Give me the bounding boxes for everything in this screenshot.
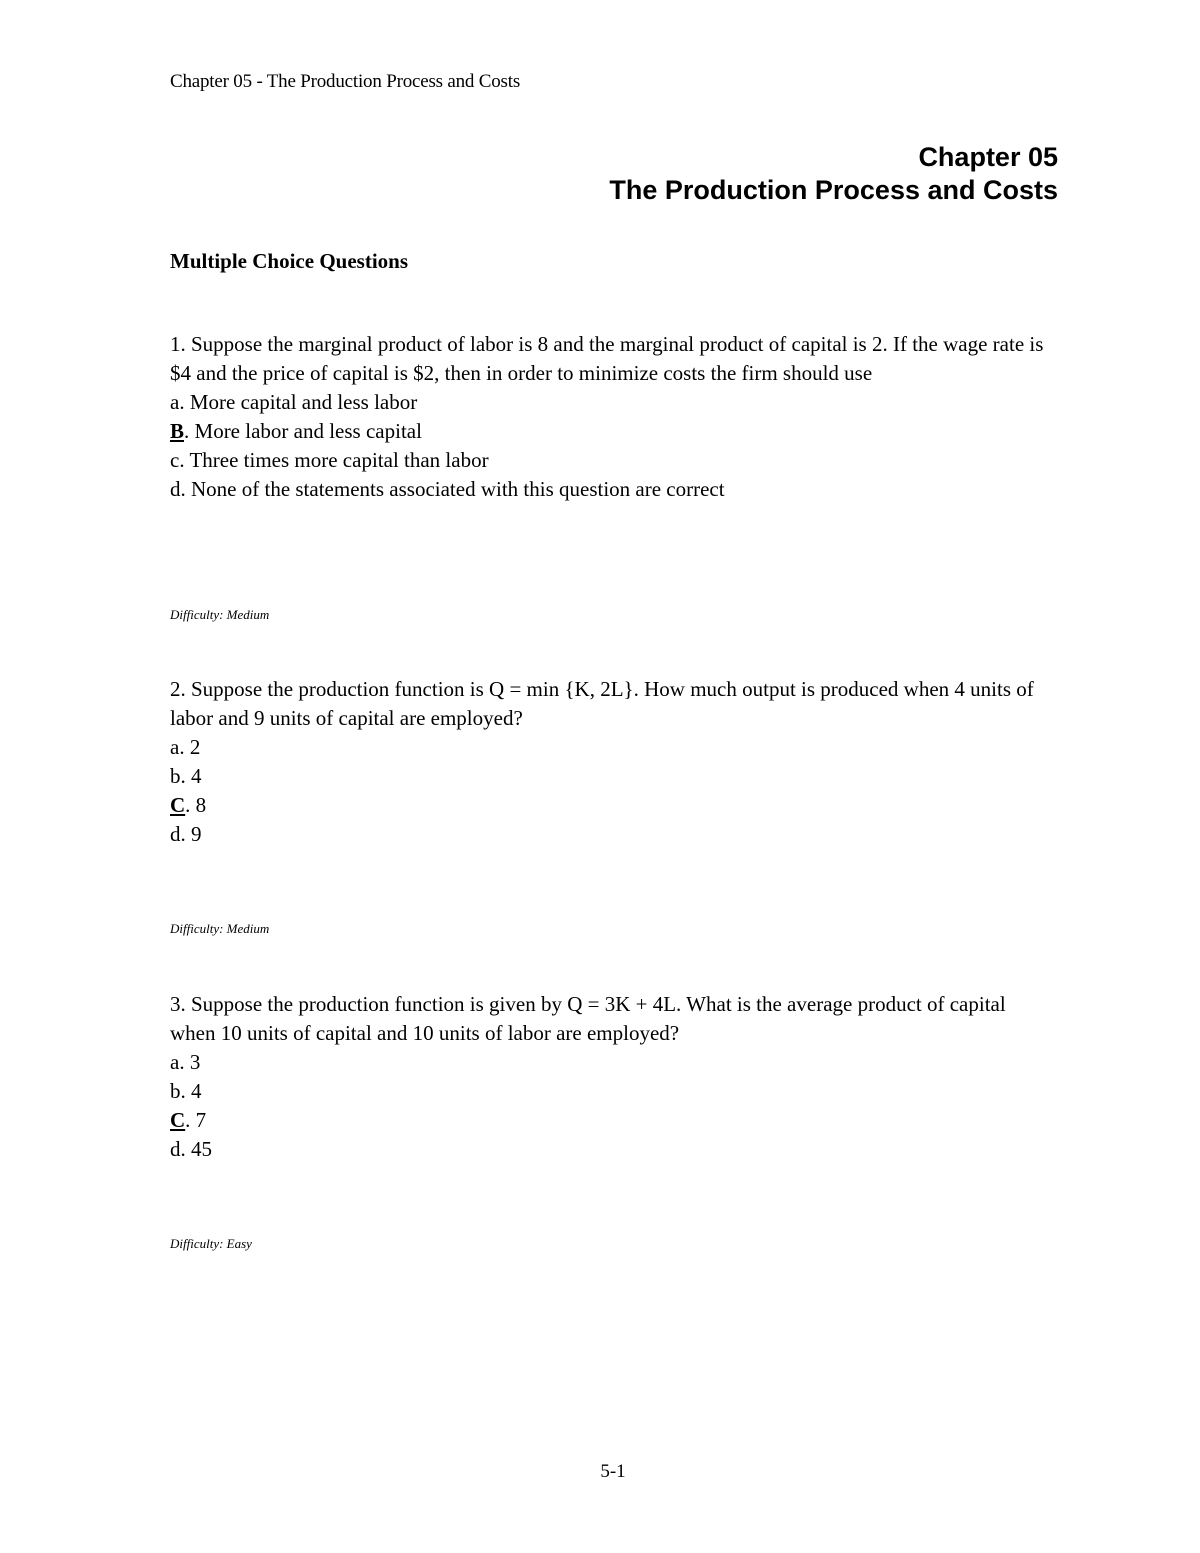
question-stem: 3. Suppose the production function is given by Q = 3K + 4L. What is the average product of capital when 10 units of capital and 10 units of labor are employed? — [170, 992, 1006, 1045]
option-letter: d — [170, 477, 181, 501]
option-text: . 3 — [179, 1050, 201, 1074]
correct-option-letter: C — [170, 1108, 186, 1132]
answer-option-c-correct — [170, 1106, 1050, 1135]
difficulty-label: Difficulty: Medium — [170, 607, 270, 622]
option-text: . 8 — [185, 793, 207, 817]
correct-option-letter: C — [170, 793, 186, 817]
difficulty-label: Difficulty: Medium — [170, 921, 270, 936]
answer-option-c — [170, 446, 1050, 475]
difficulty-label: Difficulty: Easy — [170, 1236, 252, 1251]
answer-option-d — [170, 820, 1050, 849]
option-text: . 4 — [180, 1079, 202, 1103]
answer-option-b — [170, 762, 1050, 791]
answer-option-d — [170, 1135, 1050, 1164]
option-letter: a — [170, 735, 180, 759]
answer-option-a — [170, 388, 1050, 417]
option-text: . None of the statements associated with this question are correct — [180, 477, 725, 501]
correct-option-letter: B — [170, 419, 185, 443]
option-letter: a — [170, 1050, 180, 1074]
question-2 — [170, 675, 1050, 849]
option-letter: a — [170, 390, 180, 414]
option-text: . 4 — [180, 764, 202, 788]
option-text: . Three times more capital than labor — [179, 448, 489, 472]
running-header: Chapter 05 - The Production Process and Costs — [170, 71, 521, 92]
chapter-title — [609, 141, 1058, 207]
option-text: . More capital and less labor — [179, 390, 418, 414]
section-heading: Multiple Choice Questions — [170, 249, 409, 273]
question-3 — [170, 990, 1050, 1164]
option-letter: c — [170, 448, 180, 472]
option-letter: b — [170, 764, 181, 788]
option-text: . More labor and less capital — [184, 419, 422, 443]
option-text: . 9 — [180, 822, 202, 846]
answer-option-b-correct — [170, 417, 1050, 446]
chapter-number: Chapter 05 — [918, 142, 1058, 172]
answer-option-b — [170, 1077, 1050, 1106]
option-text: . 2 — [179, 735, 201, 759]
page-number: 5-1 — [600, 1461, 626, 1482]
answer-option-a — [170, 1048, 1050, 1077]
option-letter: d — [170, 822, 181, 846]
answer-option-a — [170, 733, 1050, 762]
option-text: . 45 — [180, 1137, 212, 1161]
option-text: . 7 — [185, 1108, 207, 1132]
option-letter: b — [170, 1079, 181, 1103]
question-stem: 2. Suppose the production function is Q = min {K, 2L}. How much output is produced when 4 units of labor and 9 units of capital are employed? — [170, 677, 1034, 730]
question-1 — [170, 330, 1050, 504]
question-stem: 1. Suppose the marginal product of labor is 8 and the marginal product of capital is 2. If the wage rate is $4 and the price of capital is $2, then in order to minimize costs the firm should use — [170, 332, 1044, 385]
answer-option-c-correct — [170, 791, 1050, 820]
option-letter: d — [170, 1137, 181, 1161]
answer-option-d — [170, 475, 1050, 504]
chapter-name: The Production Process and Costs — [609, 175, 1058, 205]
